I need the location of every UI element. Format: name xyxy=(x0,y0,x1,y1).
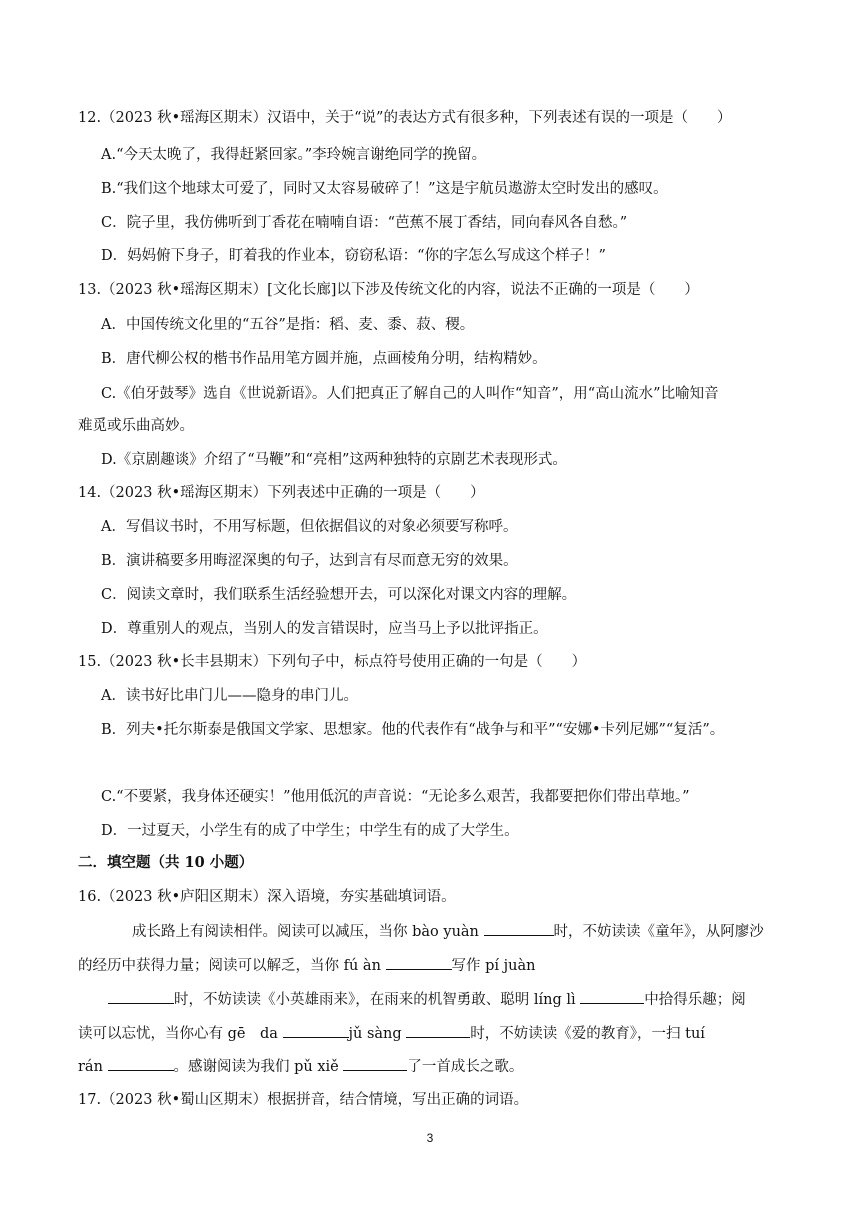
page-number: 3 xyxy=(426,1131,434,1145)
q14-option-a: A．写倡议书时，不用写标题，但依据倡议的对象必须要写称呼。 xyxy=(101,519,518,535)
q16-passage-line4 xyxy=(78,1023,705,1044)
answer-blank[interactable] xyxy=(406,1023,470,1038)
q16-passage-line5 xyxy=(78,1056,523,1077)
q15-option-d: D．一过夏天，小学生有的成了中学生；中学生有的成了大学生。 xyxy=(101,823,519,839)
q15-stem: 15.（2023 秋•长丰县期末）下列句子中，标点符号使用正确的一句是（ ） xyxy=(78,654,587,670)
q16-stem: 16.（2023 秋•庐阳区期末）深入语境，夯实基础填词语。 xyxy=(78,889,456,905)
answer-blank[interactable] xyxy=(343,1056,407,1071)
q13-option-c-line2: 难觅或乐曲高妙。 xyxy=(78,418,194,434)
q16-text: rán xyxy=(78,1059,108,1075)
q12-option-a: A.“今天太晚了，我得赶紧回家。”李玲婉言谢绝同学的挽留。 xyxy=(101,147,487,163)
q13-option-a: A．中国传统文化里的“五谷”是指：稻、麦、黍、菽、稷。 xyxy=(101,317,475,333)
answer-blank[interactable] xyxy=(108,989,174,1004)
answer-blank[interactable] xyxy=(108,1056,174,1071)
section-heading-fill-in: 二．填空题（共 10 小题） xyxy=(78,854,254,871)
answer-blank[interactable] xyxy=(283,1023,349,1038)
q16-text: 。感谢阅读为我们 pǔ xiě xyxy=(173,1059,344,1075)
q12-stem: 12.（2023 秋•瑶海区期末）汉语中，关于“说”的表达方式有很多种，下列表述有误的一项是（ ） xyxy=(78,110,732,126)
q13-option-c-line1: C.《伯牙鼓琴》选自《世说新语》。人们把真正了解自己的人叫作“知音”，用“高山流水”比喻知音 xyxy=(101,386,719,402)
q12-option-d: D．妈妈俯下身子，盯着我的作业本，窃窃私语：“你的字怎么写成这个样子！” xyxy=(101,248,606,264)
q16-text: 时，不妨读读《爱的教育》，一扫 tuí xyxy=(470,1026,705,1042)
q16-passage-line1 xyxy=(132,921,764,942)
q15-option-a: A．读书好比串门儿——隐身的串门儿。 xyxy=(101,688,358,704)
q16-text: jǔ sàng xyxy=(348,1026,407,1042)
q14-stem: 14.（2023 秋•瑶海区期末）下列表述中正确的一项是（ ） xyxy=(78,485,485,501)
q13-option-d: D.《京剧趣谈》介绍了“马鞭”和“亮相”这两种独特的京剧艺术表现形式。 xyxy=(101,452,567,468)
q14-option-b: B．演讲稿要多用晦涩深奥的句子，达到言有尽而意无穷的效果。 xyxy=(101,553,518,569)
answer-blank[interactable] xyxy=(580,989,644,1004)
q12-option-c: C．院子里，我仿佛听到丁香花在喃喃自语：“芭蕉不展丁香结，同向春风各自愁。” xyxy=(101,215,628,231)
q16-text: 中拾得乐趣；阅 xyxy=(644,992,746,1008)
q14-option-c: C．阅读文章时，我们联系生活经验想开去，可以深化对课文内容的理解。 xyxy=(101,587,577,603)
q16-text: 成长路上有阅读相伴。阅读可以减压，当你 bào yuàn xyxy=(132,924,484,940)
q16-passage-line2 xyxy=(78,955,535,976)
q13-stem: 13.（2023 秋•瑶海区期末）[文化长廊]以下涉及传统文化的内容，说法不正确的一项是（ ） xyxy=(78,282,699,298)
q14-option-d: D．尊重别人的观点，当别人的发言错误时，应当马上予以批评指正。 xyxy=(101,621,548,637)
answer-blank[interactable] xyxy=(484,921,554,936)
q15-option-c: C.“不要紧，我身体还硬实！”他用低沉的声音说：“无论多么艰苦，我都要把你们带出草地。” xyxy=(101,789,690,805)
q16-passage-line3 xyxy=(108,989,746,1010)
q16-text: 写作 pí juàn xyxy=(451,958,536,974)
q13-option-b: B．唐代柳公权的楷书作品用笔方圆并施，点画棱角分明，结构精妙。 xyxy=(101,351,547,367)
q16-text: 的经历中获得力量；阅读可以解乏，当你 fú àn xyxy=(78,958,386,974)
answer-blank[interactable] xyxy=(386,955,452,970)
q15-option-b: B．列夫•托尔斯泰是俄国文学家、思想家。他的代表作有“战争与和平”“安娜•卡列尼娜”“复活”。 xyxy=(101,722,725,738)
q16-text: 时，不妨读读《小英雄雨来》，在雨来的机智勇敢、聪明 líng lì xyxy=(174,992,581,1008)
q16-text: 时，不妨读读《童年》，从阿廖沙 xyxy=(553,924,764,940)
q16-text: 读可以忘忧，当你心有 gē da xyxy=(78,1026,283,1042)
q17-stem: 17.（2023 秋•蜀山区期末）根据拼音，结合情境，写出正确的词语。 xyxy=(78,1092,529,1108)
q12-option-b: B.“我们这个地球太可爱了，同时又太容易破碎了！”这是宇航员遨游太空时发出的感叹。 xyxy=(101,181,668,197)
q16-text: 了一首成长之歌。 xyxy=(407,1059,524,1075)
